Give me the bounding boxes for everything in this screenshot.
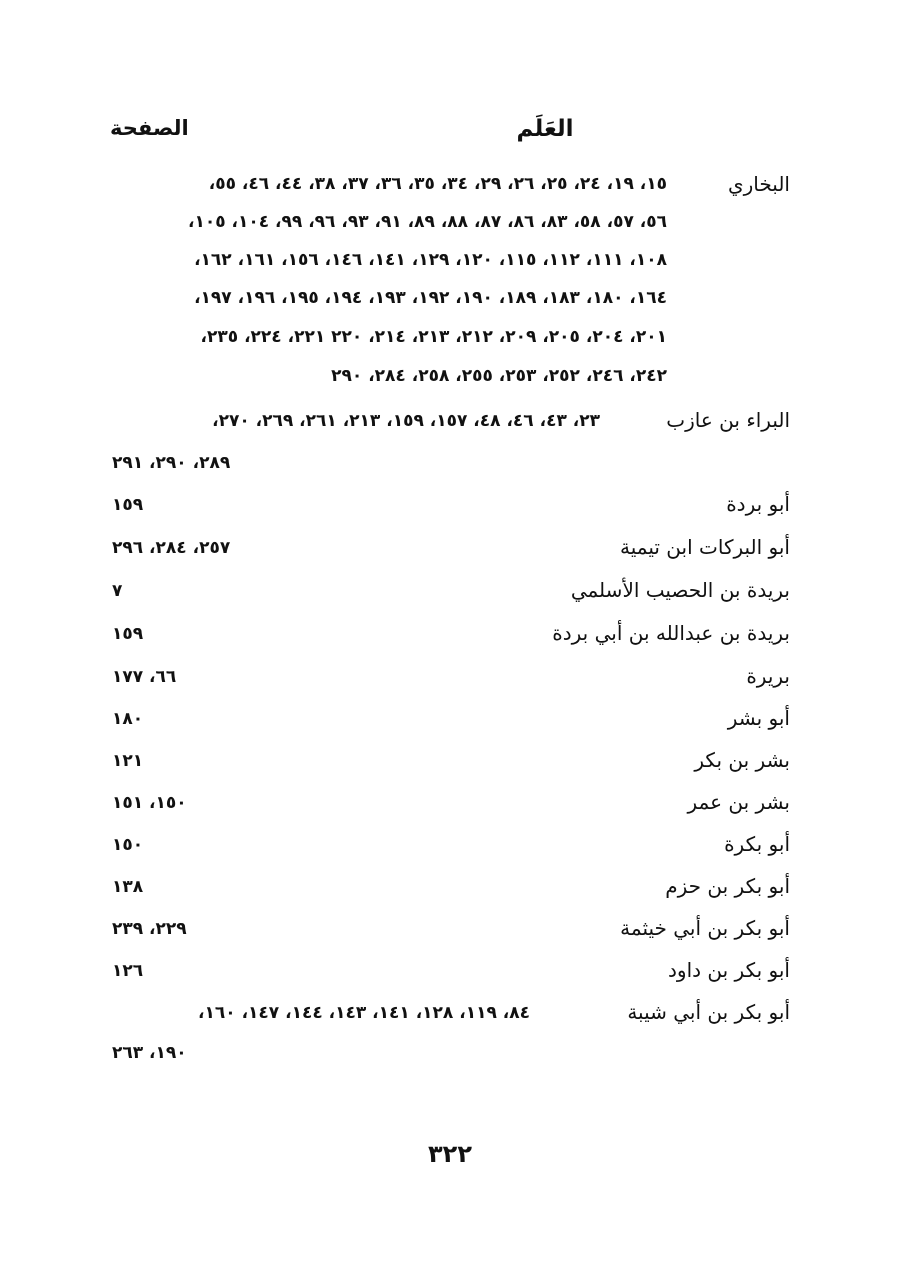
- entry-pages-abu-bakra: ١٥٠: [112, 835, 144, 855]
- entry-name-bishr-bakr: بشر بن بكر: [694, 748, 790, 772]
- entry-name-abu-bakr-shayba: أبو بكر بن أبي شيبة: [627, 1000, 790, 1024]
- entry-name-burayda-abdullah: بريدة بن عبدالله بن أبي بردة: [552, 621, 790, 645]
- entry-name-abu-bakr-dawud: أبو بكر بن داود: [668, 958, 790, 982]
- column-header-name: العَلَم: [516, 116, 574, 142]
- entry-pages-abu-bakr-shayba-1: ٨٤، ١١٩، ١٢٨، ١٤١، ١٤٣، ١٤٤، ١٤٧، ١٦٠،: [198, 1003, 530, 1023]
- entry-pages-bukhari-3: ١٠٨، ١١١، ١١٢، ١١٥، ١٢٠، ١٢٩، ١٤١، ١٤٦، ١٥٦، ١٦١، ١٦٢،: [194, 250, 667, 270]
- entry-pages-burayda-husayb: ٧: [112, 581, 123, 601]
- entry-name-abu-bakr-khaythama: أبو بكر بن أبي خيثمة: [620, 916, 790, 940]
- entry-name-baraa: البراء بن عازب: [666, 408, 790, 432]
- entry-pages-bukhari-4: ١٦٤، ١٨٠، ١٨٣، ١٨٩، ١٩٠، ١٩٢، ١٩٣، ١٩٤، ١٩٥، ١٩٦، ١٩٧،: [194, 288, 667, 308]
- entry-pages-barira: ٦٦، ١٧٧: [112, 667, 177, 687]
- entry-pages-abu-bakr-dawud: ١٢٦: [112, 961, 144, 981]
- entry-pages-abu-bishr: ١٨٠: [112, 709, 144, 729]
- entry-name-bukhari: البخاري: [727, 172, 790, 196]
- entry-name-burayda-husayb: بريدة بن الحصيب الأسلمي: [570, 578, 790, 602]
- entry-name-abu-bishr: أبو بشر: [727, 706, 790, 730]
- entry-pages-abu-bakr-shayba-2: ١٩٠، ٢٦٣: [112, 1043, 187, 1063]
- column-header-page: الصفحة: [110, 116, 189, 140]
- entry-pages-bishr-umar: ١٥٠، ١٥١: [112, 793, 187, 813]
- entry-pages-bishr-bakr: ١٢١: [112, 751, 144, 771]
- entry-name-abu-bakr-hazm: أبو بكر بن حزم: [665, 874, 790, 898]
- entry-pages-bukhari-6: ٢٤٢، ٢٤٦، ٢٥٢، ٢٥٣، ٢٥٥، ٢٥٨، ٢٨٤، ٢٩٠: [331, 366, 667, 386]
- entry-name-abul-barakat: أبو البركات ابن تيمية: [620, 535, 790, 559]
- entry-pages-bukhari-1: ١٥، ١٩، ٢٤، ٢٥، ٢٦، ٢٩، ٣٤، ٣٥، ٣٦، ٣٧، ٣٨، ٤٤، ٤٦، ٥٥،: [208, 174, 667, 194]
- entry-name-bishr-umar: بشر بن عمر: [687, 790, 790, 814]
- entry-name-abu-burda: أبو بردة: [726, 492, 790, 516]
- entry-pages-abul-barakat: ٢٥٧، ٢٨٤، ٢٩٦: [112, 538, 231, 558]
- entry-pages-abu-bakr-hazm: ١٣٨: [112, 877, 144, 897]
- entry-pages-bukhari-5: ٢٠١، ٢٠٤، ٢٠٥، ٢٠٩، ٢١٢، ٢١٣، ٢١٤، ٢٢٠ ٢٢١، ٢٢٤، ٢٣٥،: [200, 327, 667, 347]
- entry-pages-bukhari-2: ٥٦، ٥٧، ٥٨، ٨٣، ٨٦، ٨٧، ٨٨، ٨٩، ٩١، ٩٣، ٩٦، ٩٩، ١٠٤، ١٠٥،: [187, 212, 667, 232]
- entry-pages-abu-bakr-khaythama: ٢٢٩، ٢٣٩: [112, 919, 187, 939]
- entry-name-barira: بريرة: [746, 664, 790, 688]
- page-number: ٣٢٢: [428, 1140, 472, 1168]
- entry-pages-abu-burda: ١٥٩: [112, 495, 144, 515]
- entry-pages-baraa-2: ٢٨٩، ٢٩٠، ٢٩١: [112, 453, 231, 473]
- entry-name-abu-bakra: أبو بكرة: [724, 832, 790, 856]
- entry-pages-burayda-abdullah: ١٥٩: [112, 624, 144, 644]
- entry-pages-baraa-1: ٢٣، ٤٣، ٤٦، ٤٨، ١٥٧، ١٥٩، ٢١٣، ٢٦١، ٢٦٩، ٢٧٠،: [212, 411, 600, 431]
